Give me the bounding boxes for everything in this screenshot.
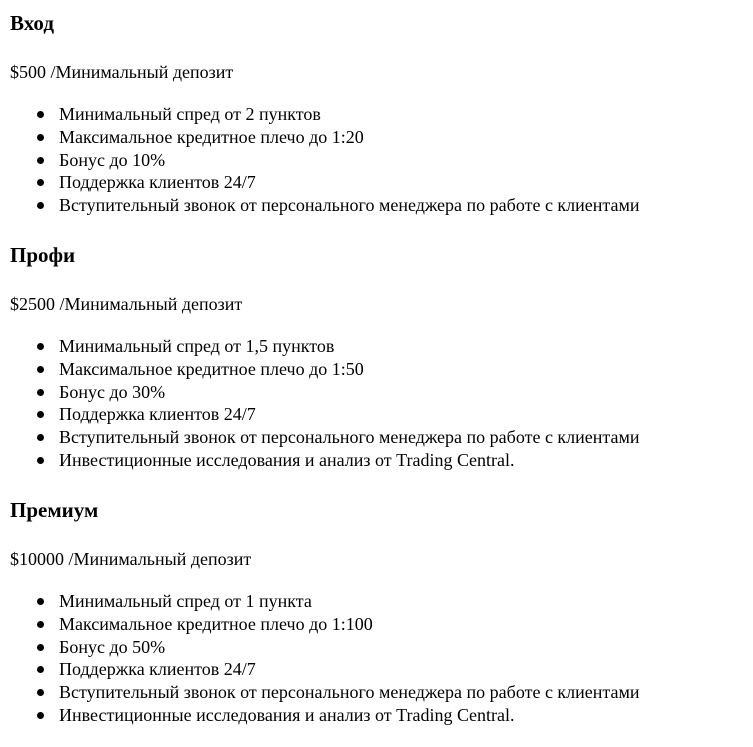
list-item: Бонус до 10% (59, 149, 640, 172)
list-item: Максимальное кредитное плечо до 1:20 (59, 126, 640, 149)
list-item: Минимальный спред от 1,5 пунктов (59, 335, 640, 358)
plan-title: Профи (10, 243, 76, 267)
deposit-label: /Минимальный депозит (55, 294, 243, 314)
deposit-label: /Минимальный депозит (46, 62, 234, 82)
plan-pro (10, 243, 640, 470)
list-item: Поддержка клиентов 24/7 (59, 403, 640, 426)
plan-deposit (10, 548, 251, 570)
plan-entry (10, 11, 640, 216)
list-item: Инвестиционные исследования и анализ от Trading Central. (59, 704, 640, 727)
list-item: Инвестиционные исследования и анализ от Trading Central. (59, 449, 640, 472)
deposit-amount: $10000 (10, 549, 64, 569)
deposit-amount: $500 (10, 62, 46, 82)
list-item: Минимальный спред от 2 пунктов (59, 103, 640, 126)
plan-deposit (10, 293, 242, 315)
list-item: Вступительный звонок от персонального менеджера по работе с клиентами (59, 427, 640, 448)
feature-list (10, 103, 640, 217)
plan-title: Вход (10, 11, 54, 35)
list-item: Максимальное кредитное плечо до 1:100 (59, 613, 640, 636)
deposit-amount: $2500 (10, 294, 55, 314)
plan-premium (10, 498, 640, 725)
plan-title: Премиум (10, 498, 99, 522)
list-item: Минимальный спред от 1 пункта (59, 590, 640, 613)
list-item: Вступительный звонок от персонального менеджера по работе с клиентами (59, 682, 640, 703)
plan-deposit (10, 61, 233, 83)
list-item: Поддержка клиентов 24/7 (59, 658, 640, 681)
list-item: Максимальное кредитное плечо до 1:50 (59, 358, 640, 381)
feature-list (10, 335, 640, 472)
list-item: Поддержка клиентов 24/7 (59, 171, 640, 194)
deposit-label: /Минимальный депозит (64, 549, 252, 569)
list-item: Вступительный звонок от персонального менеджера по работе с клиентами (59, 195, 640, 216)
list-item: Бонус до 50% (59, 636, 640, 659)
list-item: Бонус до 30% (59, 381, 640, 404)
feature-list (10, 590, 640, 727)
